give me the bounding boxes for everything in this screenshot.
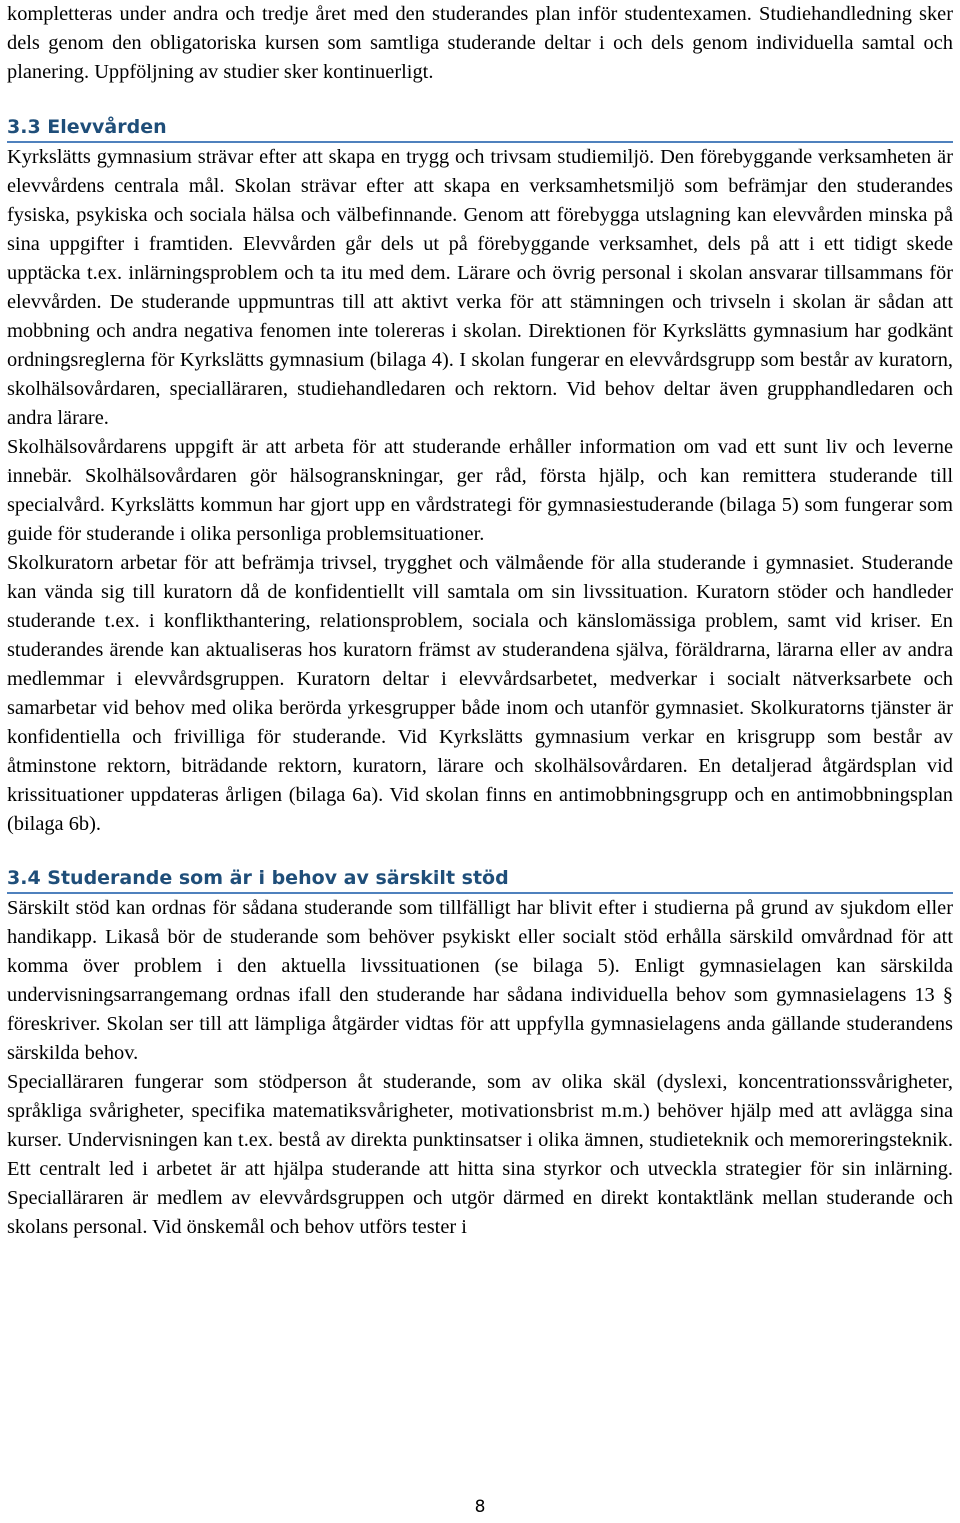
- section-3-4: [7, 865, 953, 1242]
- document-page: [7, 0, 953, 1242]
- paragraph-skolhalsovardare: Skolhälsovårdarens uppgift är att arbeta för att studerande erhåller information om vad ett sunt liv och leverne innebär. Skolhälsovårdaren gör hälsogranskningar, ger råd, första hjälp, och kan remittera studerande till specialvård. Kyrkslätts kommun har gjort upp en vårdstrategi för gymnasiestuderande (bilaga 5) som fungerar som guide för studerande i olika personliga problemsituationer.: [7, 436, 953, 545]
- section-heading-elevvarden: 3.3 Elevvården: [7, 116, 167, 138]
- intro-paragraph: kompletteras under andra och tredje året med den studerandes plan inför studentexamen. Studiehandledning sker dels genom den obligatoriska kursen som samtliga studerande deltar i och dels genom individuella samtal och planering. Uppföljning av studier sker kontinuerligt.: [7, 3, 953, 83]
- paragraph-elevvarden: Kyrkslätts gymnasium strävar efter att skapa en trygg och trivsam studiemiljö. Den förebyggande verksamheten är elevvårdens centrala mål. Skolan strävar efter att skapa en verksamhetsmiljö som befrämjar den studerandes fysiska, psykiska och sociala hälsa och välbefinnande. Genom att förebygga utslagning kan elevvården minska på sina uppgifter i framtiden. Elevvården går dels ut på förebyggande verksamhet, dels på att i ett tidigt skede upptäcka t.ex. inlärningsproblem och ta itu med dem. Lärare och övrig personal i skolan ansvarar tillsammans för elevvården. De studerande uppmuntras till att aktivt verka för att stämningen och trivseln i skolan är sådan att mobbning och andra negativa fenomen inte tolereras i skolan. Direktionen för Kyrkslätts gymnasium har godkänt ordningsreglerna för Kyrkslätts gymnasium (bilaga 4). I skolan fungerar en elevvårdsgrupp som består av kuratorn, skolhälsovårdaren, specialläraren, studiehandledaren och rektorn. Vid behov deltar även grupphandledaren och andra lärare.: [7, 146, 953, 429]
- paragraph-sarskilt-stod: Särskilt stöd kan ordnas för sådana studerande som tillfälligt har blivit efter i studierna på grund av sjukdom eller handikapp. Likaså bör de studerande som behöver psykiskt eller socialt stöd erhålla särskild omvårdnad för att komma över problem i den aktuella livssituationen (se bilaga 5). Enligt gymnasielagen kan särskilda undervisningsarrangemang ordnas ifall den studerande har sådana individuella behov som gymnasielagens 13 § föreskriver. Skolan ser till att lämpliga åtgärder vidtas för att uppfylla gymnasielagens anda gällande studerandens särskilda behov.: [7, 897, 953, 1064]
- paragraph-speciallarare: Specialläraren fungerar som stödperson åt studerande, som av olika skäl (dyslexi, koncentrationssvårigheter, språkliga svårigheter, specifika matematiksvårigheter, motivationsbrist m.m.) behöver hjälp med att avlägga sina kurser. Undervisningen kan t.ex. bestå av direkta punktinsatser i olika ämnen, studieteknik och memoreringsteknik. Ett centralt led i arbetet är att hjälpa studerande att hitta sina styrkor och utveckla strategier för sin inlärning. Specialläraren är medlem av elevvårdsgruppen och utgör därmed en direkt kontaktlänk mellan studerande och skolans personal. Vid önskemål och behov utförs tester i: [7, 1071, 953, 1238]
- page-number: 8: [474, 1497, 486, 1517]
- section-heading-sarskilt-stod: 3.4 Studerande som är i behov av särskilt stöd: [7, 867, 509, 889]
- section-3-3: [7, 114, 953, 839]
- paragraph-skolkurator: Skolkuratorn arbetar för att befrämja trivsel, trygghet och välmående för alla studerande i gymnasiet. Studerande kan vända sig till kuratorn då de konfidentiellt vill samtala om sin livssituation. Kuratorn stöder och handleder studerande t.ex. i konflikthantering, relationsproblem, sociala och känslomässiga problem, samt vid kriser. En studerandes ärende kan aktualiseras hos kuratorn främst av studerandena själva, föräldrarna, lärarna eller av andra medlemmar i elevvårdsgruppen. Kuratorn deltar i elevvårdsarbetet, medverkar i socialt nätverksarbete och samarbetar vid behov med olika berörda yrkesgrupper både inom och utanför gymnasiet. Skolkuratorns tjänster är konfidentiella och frivilliga för studerande. Vid Kyrkslätts gymnasium verkar en krisgrupp som består av åtminstone rektorn, biträdande rektorn, kuratorn, lärare och skolhälsovårdaren. En detaljerad åtgärdsplan vid krissituationer uppdateras årligen (bilaga 6a). Vid skolan finns en antimobbningsgrupp och en antimobbningsplan (bilaga 6b).: [7, 552, 953, 835]
